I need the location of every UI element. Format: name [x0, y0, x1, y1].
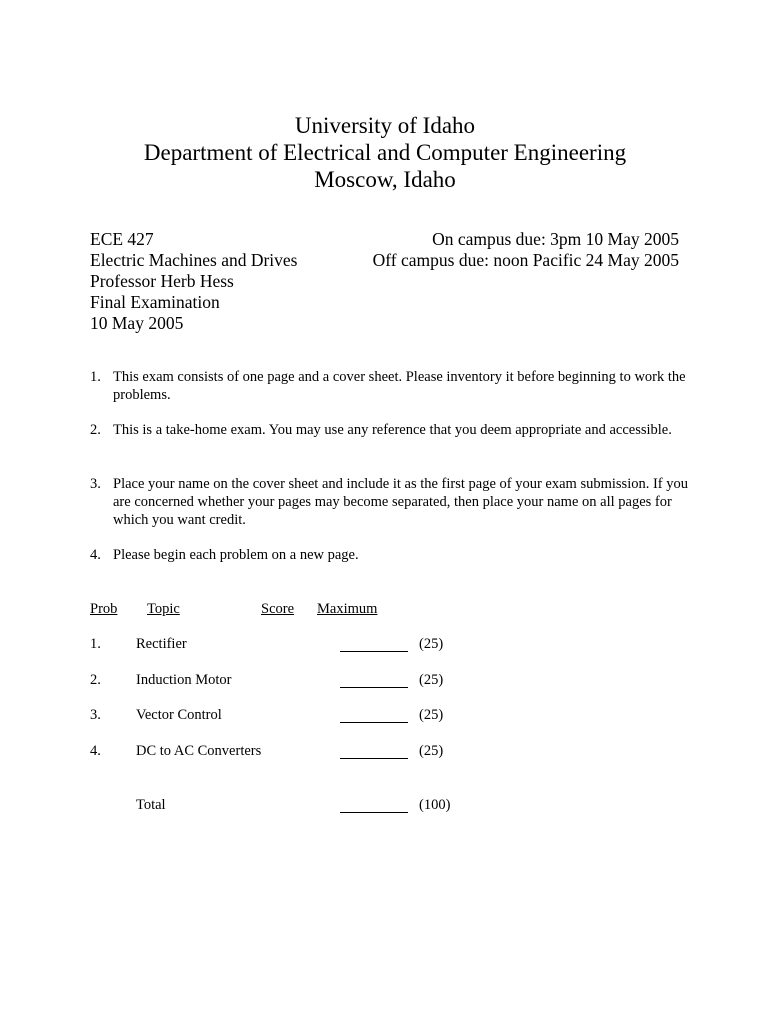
row-max: (25) [419, 636, 444, 652]
header-topic: Topic [147, 601, 180, 617]
header-score: Score [261, 601, 295, 617]
instruction-item [90, 421, 690, 439]
exam-date: 10 May 2005 [90, 313, 184, 333]
off-campus-due: Off campus due: noon Pacific 24 May 2005 [372, 250, 679, 270]
instruction-text: Please begin each problem on a new page. [113, 547, 359, 563]
row-prob: 3. [90, 707, 101, 723]
score-blank-line [340, 686, 408, 688]
row-max: (25) [419, 707, 444, 723]
instruction-number: 4. [90, 547, 101, 563]
instruction-number: 2. [90, 422, 101, 438]
row-max: (25) [419, 743, 444, 759]
row-topic: Rectifier [136, 636, 187, 652]
course-title: Electric Machines and Drives [90, 250, 298, 270]
total-max: (100) [419, 797, 451, 813]
header-maximum: Maximum [317, 601, 378, 617]
instruction-text: Place your name on the cover sheet and include it as the first page of your exam submission. If you are concerned whether your pages may become separated, then place your name on all pages for which you want credit. [113, 476, 689, 528]
row-prob: 2. [90, 672, 101, 688]
row-prob: 1. [90, 636, 101, 652]
row-topic: Vector Control [136, 707, 222, 723]
university-name: University of Idaho [294, 113, 476, 138]
score-blank-line [340, 721, 408, 723]
header-prob: Prob [90, 601, 118, 617]
instruction-item [90, 475, 690, 529]
instruction-text: This is a take-home exam. You may use any reference that you deem appropriate and accessible. [113, 422, 672, 438]
exam-type: Final Examination [90, 292, 220, 312]
instruction-item [90, 368, 690, 404]
instruction-text: This exam consists of one page and a cover sheet. Please inventory it before beginning to work the problems. [113, 369, 686, 403]
instruction-item [90, 546, 690, 564]
score-blank-line [340, 757, 408, 759]
department-name: Department of Electrical and Computer Engineering [143, 140, 627, 165]
score-blank-line [340, 650, 408, 652]
row-prob: 4. [90, 743, 101, 759]
row-topic: DC to AC Converters [136, 743, 262, 759]
on-campus-due: On campus due: 3pm 10 May 2005 [432, 229, 679, 249]
row-max: (25) [419, 672, 444, 688]
instruction-number: 1. [90, 369, 101, 385]
professor: Professor Herb Hess [90, 271, 234, 291]
location: Moscow, Idaho [314, 167, 456, 192]
total-label: Total [136, 797, 166, 813]
row-topic: Induction Motor [136, 672, 232, 688]
course-number: ECE 427 [90, 229, 154, 249]
instruction-number: 3. [90, 476, 101, 492]
total-blank-line [340, 811, 408, 813]
